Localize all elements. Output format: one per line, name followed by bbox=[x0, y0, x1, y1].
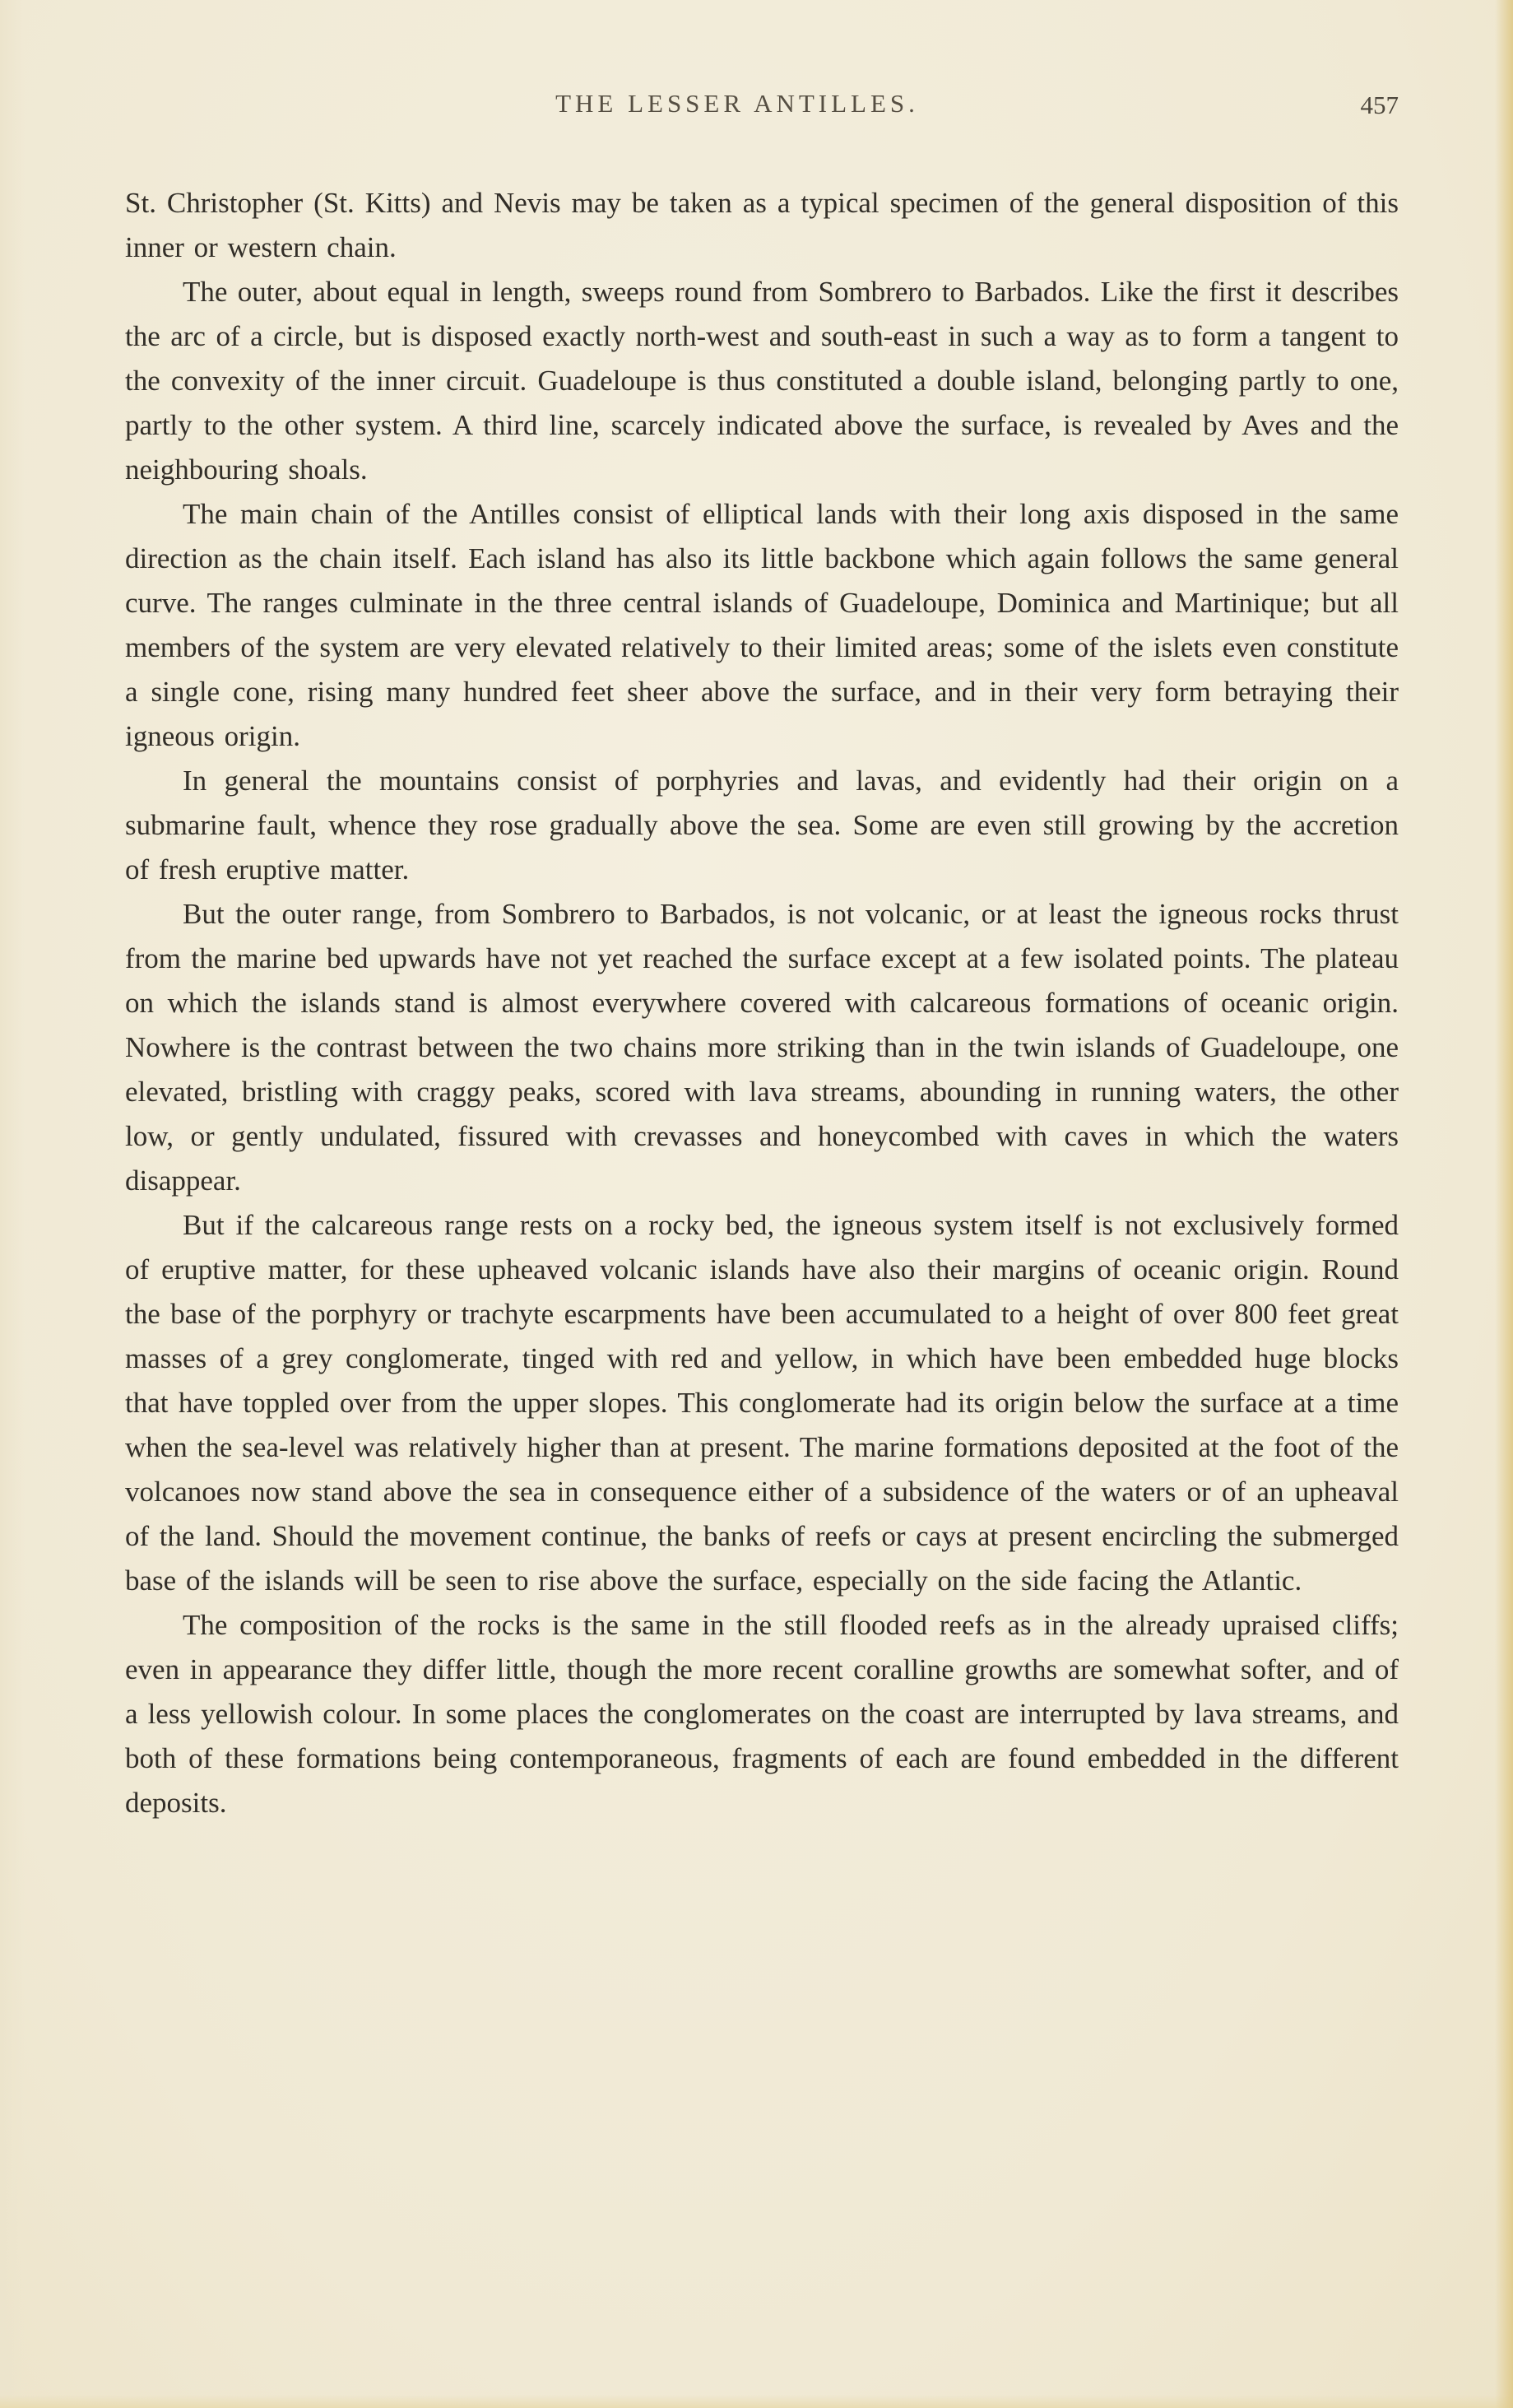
paragraph: The outer, about equal in length, sweeps round from Sombrero to Barbados. Like the first it describes the arc of a circle, but is disposed exactly north-west and south-east in such a way as to form a tangent to the convexity of the inner circuit. Guadeloupe is thus constituted a double island, belonging partly to one, partly to the other system. A third line, scarcely indicated above the surface, is revealed by Aves and the neighbouring shoals. bbox=[125, 276, 1399, 486]
paragraph: But if the calcareous range rests on a rocky bed, the igneous system itself is not exclusively formed of eruptive matter, for these upheaved volcanic islands have also their margins of oceanic origin. Round the base of the porphyry or trachyte escarpments have been accumulated to a height of over 800 feet great masses of a grey conglomerate, tinged with red and yellow, in which have been embedded huge blocks that have toppled over from the upper slopes. This conglomerate had its origin below the surface at a time when the sea-level was relatively higher than at present. The marine formations deposited at the foot of the volcanoes now stand above the sea in consequence either of a subsidence of the waters or of an upheaval of the land. Should the movement continue, the banks of reefs or cays at present encircling the submerged base of the islands will be seen to rise above the surface, especially on the side facing the Atlantic. bbox=[125, 1209, 1399, 1597]
running-head bbox=[125, 89, 1399, 138]
paragraph: But the outer range, from Sombrero to Barbados, is not volcanic, or at least the igneous rocks thrust from the marine bed upwards have not yet reached the surface except at a few isolated points. The plateau on which the islands stand is almost everywhere covered with calcareous formations of oceanic origin. Nowhere is the contrast between the two chains more striking than in the twin islands of Guadeloupe, one elevated, bristling with craggy peaks, scored with lava streams, abounding in running waters, the other low, or gently undulated, fissured with crevasses and honeycombed with caves in which the waters disappear. bbox=[125, 898, 1399, 1197]
paragraph: The composition of the rocks is the same in the still flooded reefs as in the already upraised cliffs; even in appearance they differ little, though the more recent coralline growths are somewhat softer, and of a less yellowish colour. In some places the conglomerates on the coast are interrupted by lava streams, and both of these formations being contemporaneous, fragments of each are found embedded in the different deposits. bbox=[125, 1609, 1399, 1819]
body-text bbox=[125, 181, 1399, 1825]
page-content bbox=[125, 89, 1399, 1825]
page-number: 457 bbox=[1360, 91, 1399, 119]
paragraph: The main chain of the Antilles consist of elliptical lands with their long axis disposed in the same direction as the chain itself. Each island has also its little backbone which again follows the same general curve. The ranges culminate in the three central islands of Guadeloupe, Dominica and Martinique; but all members of the system are very elevated relatively to their limited areas; some of the islets even constitute a single cone, rising many hundred feet sheer above the surface, and in their very form betraying their igneous origin. bbox=[125, 498, 1399, 752]
page-title: THE LESSER ANTILLES. bbox=[555, 89, 919, 118]
paragraph: St. Christopher (St. Kitts) and Nevis may be taken as a typical specimen of the general disposition of this inner or western chain. bbox=[125, 187, 1399, 263]
paragraph: In general the mountains consist of porphyries and lavas, and evidently had their origin on a submarine fault, whence they rose gradually above the sea. Some are even still growing by the accretion of fresh eruptive matter. bbox=[125, 765, 1399, 886]
